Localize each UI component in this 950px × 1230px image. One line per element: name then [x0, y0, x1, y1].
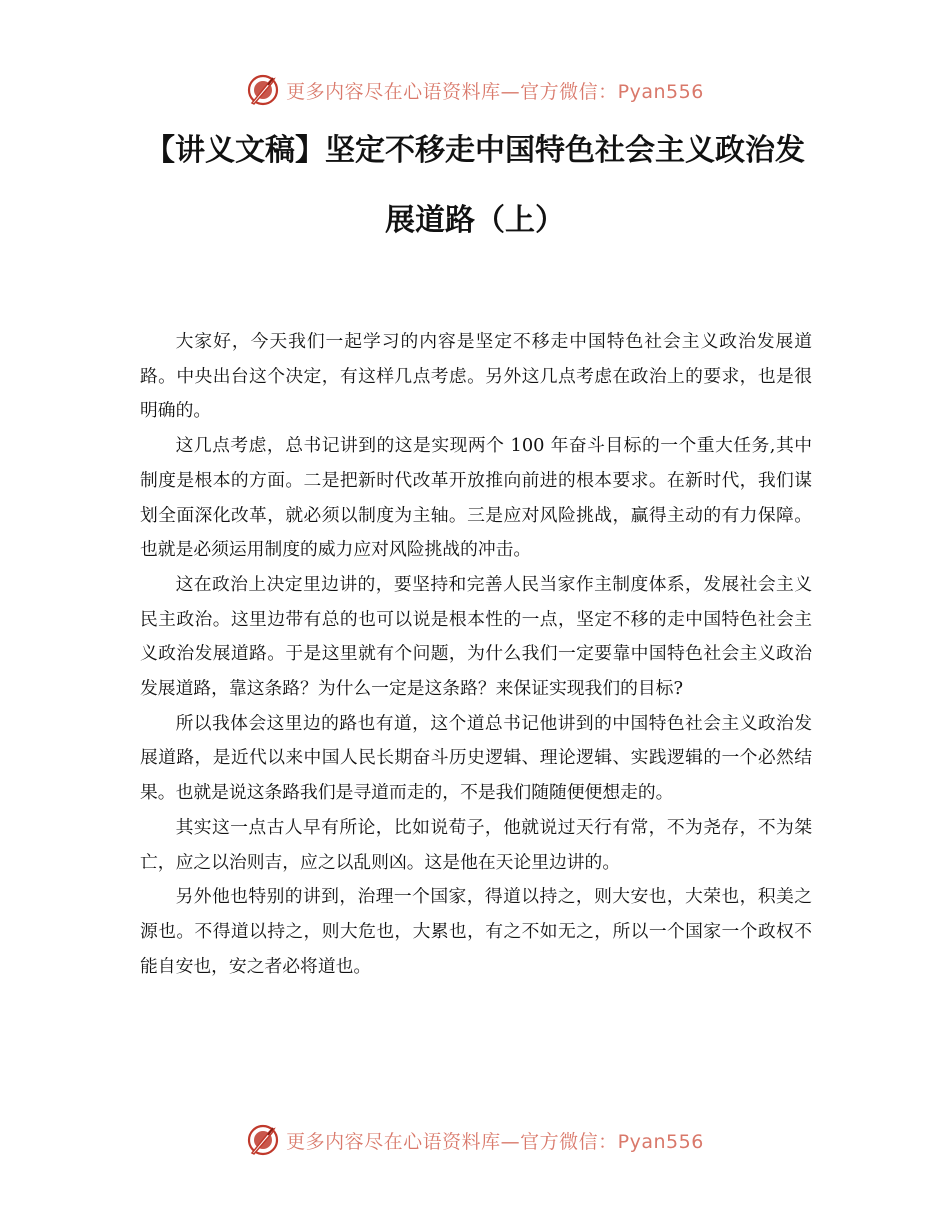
watermark-text — [286, 77, 704, 104]
paragraph: 其实这一点古人早有所论，比如说荀子，他就说过天行有常，不为尧存，不为桀亡，应之以治则吉，应之以乱则凶。这是他在天论里边讲的。 — [140, 816, 812, 873]
paragraph: 大家好，今天我们一起学习的内容是坚定不移走中国特色社会主义政治发展道路。中央出台这个决定，有这样几点考虑。另外这几点考虑在政治上的要求，也是很明确的。 — [140, 331, 812, 422]
document-body — [140, 325, 812, 984]
paragraph: 另外他也特别的讲到，治理一个国家，得道以持之，则大安也，大荣也，积美之源也。不得道以持之，则大危也，大累也，有之不如无之，所以一个国家一个政权不能自安也，安之者必将道也。 — [140, 886, 812, 977]
quill-logo-icon — [246, 73, 280, 107]
footer-watermark-banner — [0, 1122, 950, 1158]
paragraph: 这在政治上决定里边讲的，要坚持和完善人民当家作主制度体系，发展社会主义民主政治。这里边带有总的也可以说是根本性的一点，坚定不移的走中国特色社会主义政治发展道路。于是这里就有个问题，为什么我们一定要靠中国特色社会主义政治发展道路，靠这条路？为什么一定是这条路？来保证实现我们的目标? — [140, 573, 812, 700]
quill-logo-icon — [246, 1123, 280, 1157]
watermark-wechat: 官方微信：Pyan556 — [520, 1130, 704, 1153]
document-title: 【讲义文稿】坚定不移走中国特色社会主义政治发展道路（上） — [145, 133, 805, 238]
watermark-brand: 更多内容尽在心语资料库 — [286, 80, 501, 103]
paragraph: 这几点考虑，总书记讲到的这是实现两个 100 年奋斗目标的一个重大任务,其中制度是根本的方面。二是把新时代改革开放推向前进的根本要求。在新时代，我们谋划全面深化改革，就必须以制度为主轴。三是应对风险挑战，赢得主动的有力保障。也就是必须运用制度的威力应对风险挑战的冲击。 — [140, 435, 812, 561]
watermark-text — [286, 1127, 704, 1154]
watermark-wechat: 官方微信：Pyan556 — [520, 80, 704, 103]
watermark-brand: 更多内容尽在心语资料库 — [286, 1130, 501, 1153]
watermark-separator: — — [500, 1130, 521, 1153]
paragraph: 所以我体会这里边的路也有道，这个道总书记他讲到的中国特色社会主义政治发展道路，是近代以来中国人民长期奋斗历史逻辑、理论逻辑、实践逻辑的一个必然结果。也就是说这条路我们是寻道而走的，不是我们随随便便想走的。 — [140, 712, 812, 804]
header-watermark-banner — [0, 72, 950, 108]
watermark-separator: — — [500, 80, 521, 103]
